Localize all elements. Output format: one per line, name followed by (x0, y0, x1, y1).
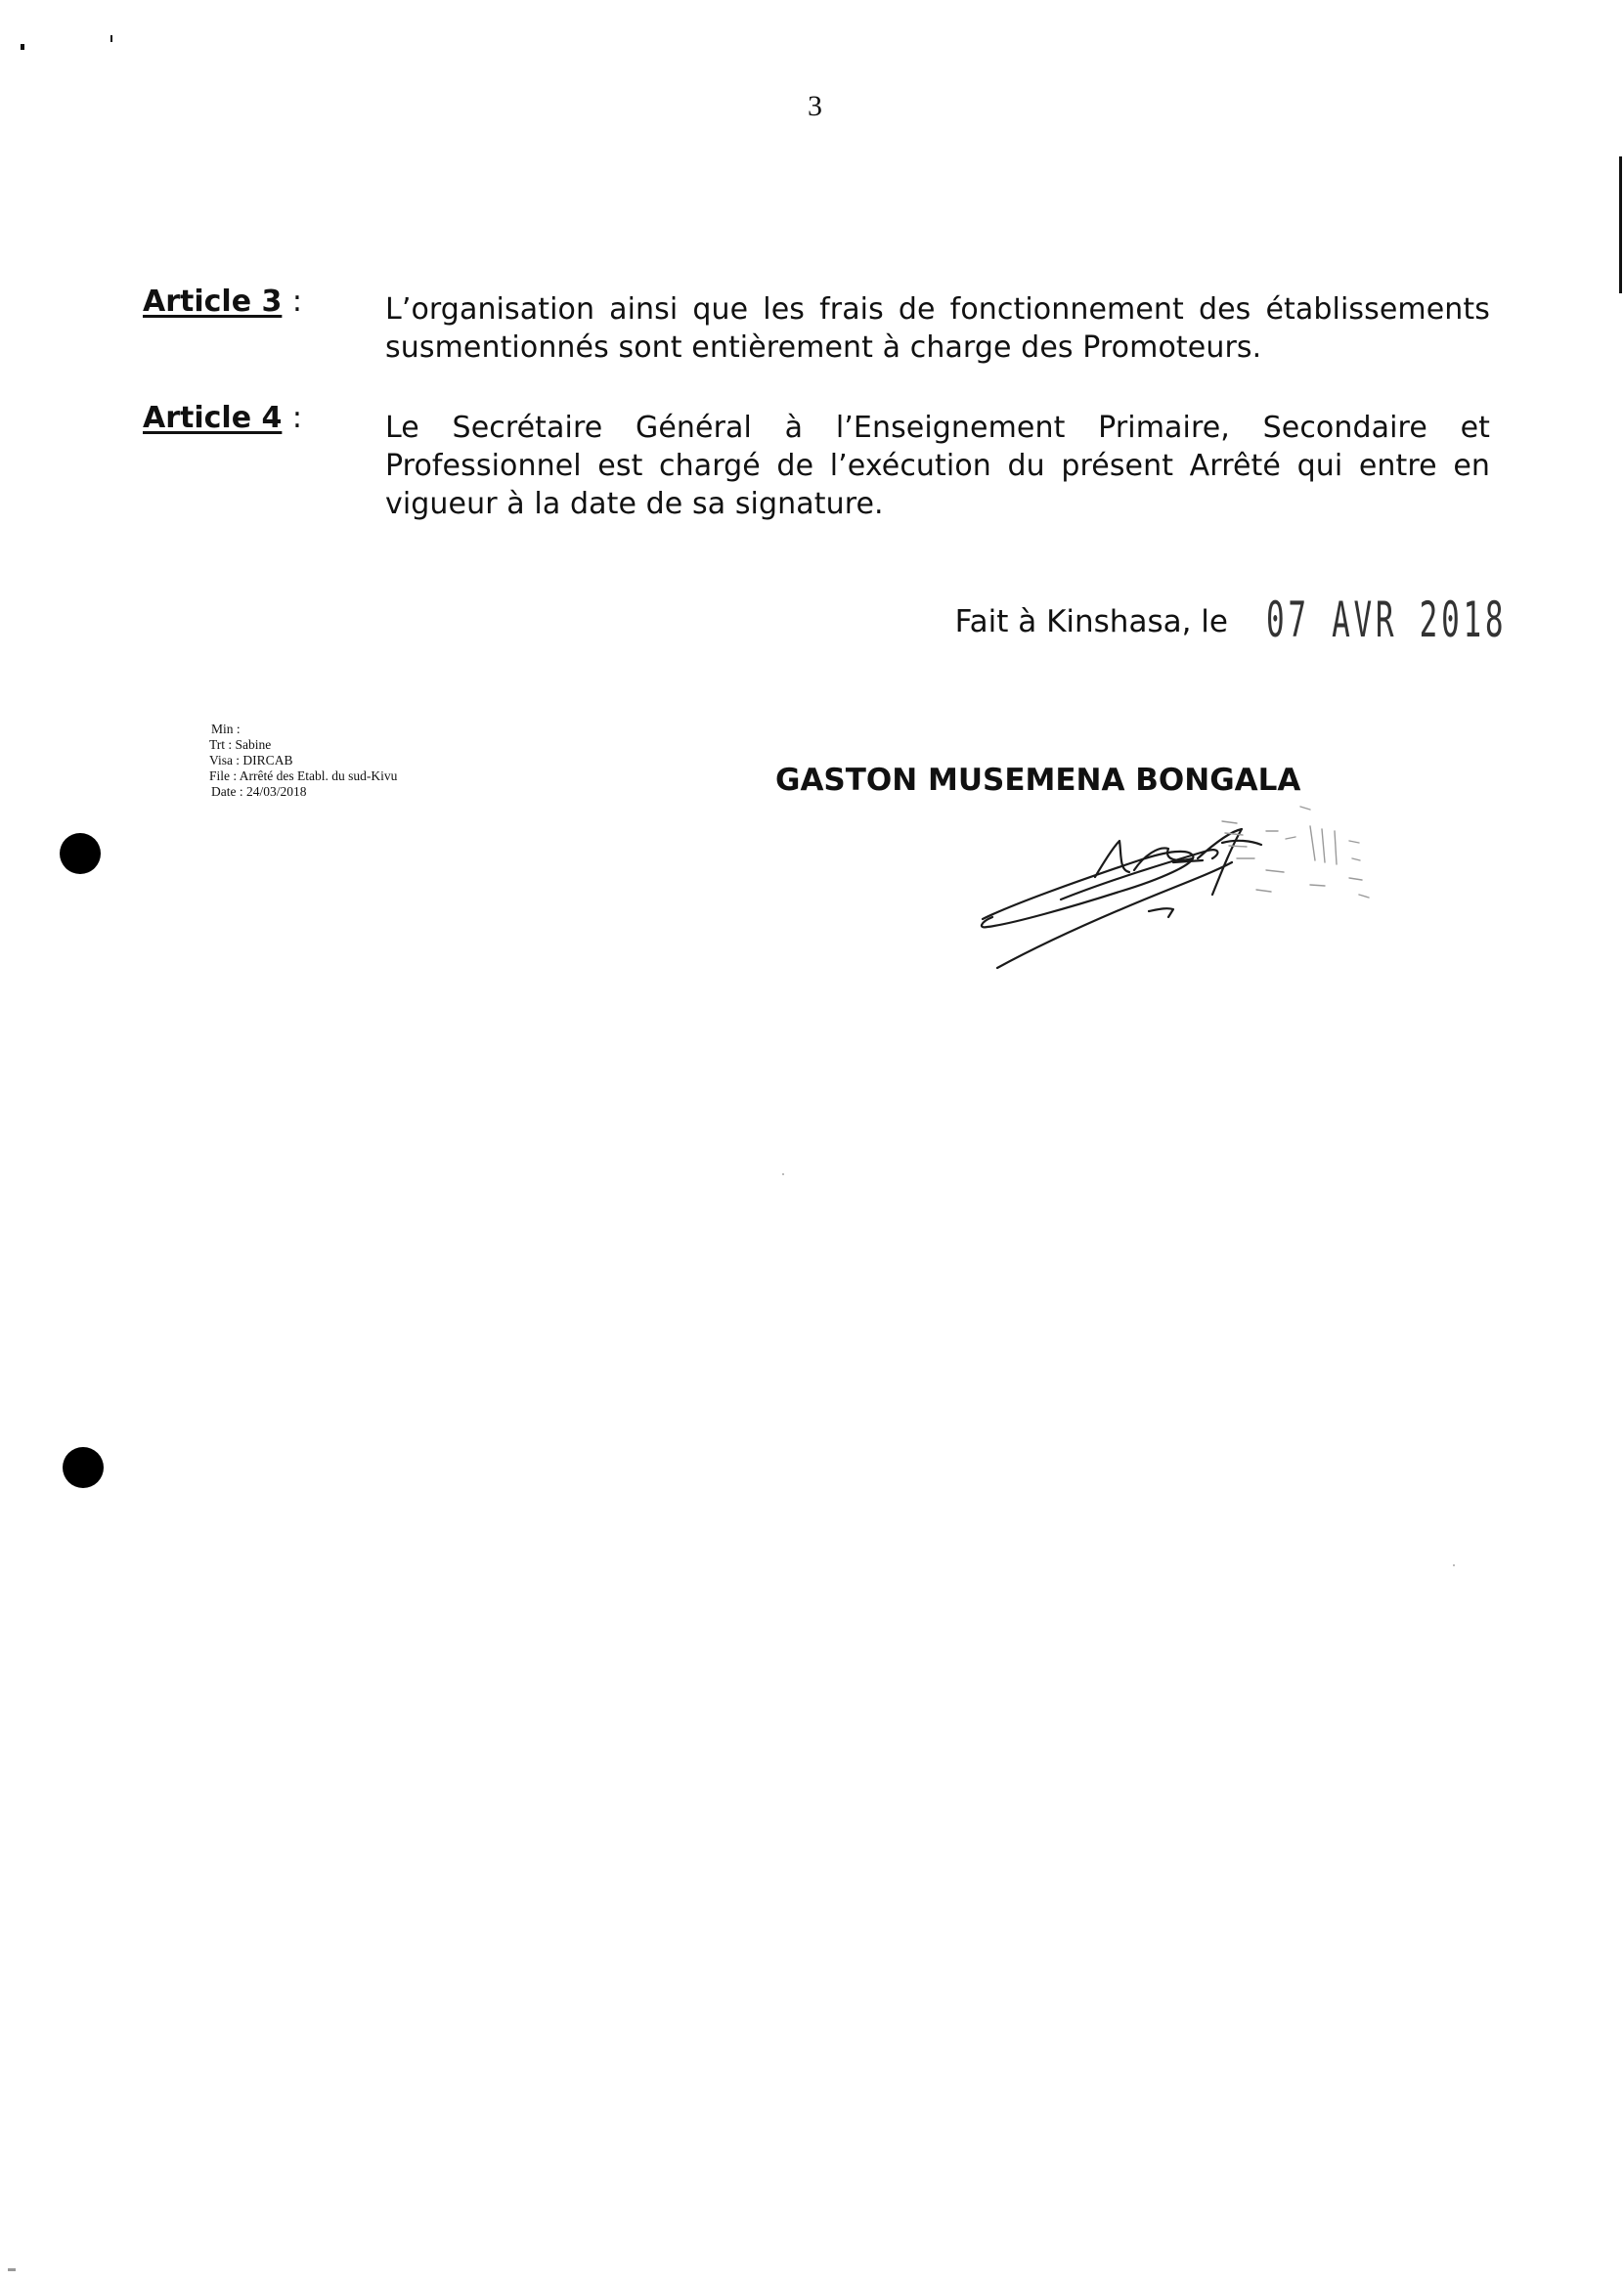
page-number: 3 (808, 90, 822, 122)
article-3-title: Article 3 (143, 285, 283, 319)
article-4-text: Le Secrétaire Général à l’Enseignement Primaire, Secondaire et Professionnel est chargé de l’exécution du présent Arrêté qui entre en vigueur à la date de sa signature. (385, 411, 1490, 521)
article-4-separator: : (291, 401, 302, 435)
article-3-separator: : (291, 285, 302, 319)
article-4-title: Article 4 (143, 401, 283, 435)
scan-speck (782, 1173, 784, 1175)
routing-file: File : Arrêté des Etabl. du sud-Kivu (209, 768, 398, 783)
routing-date: Date : 24/03/2018 (211, 784, 307, 799)
scan-speck (1453, 1564, 1455, 1566)
routing-visa: Visa : DIRCAB (209, 753, 293, 768)
handwritten-signature (973, 802, 1403, 978)
scan-speck (8, 2268, 16, 2271)
article-3-label (143, 285, 302, 319)
article-3-text: L’organisation ainsi que les frais de fonctionnement des établissements susmentionnés sont entièrement à charge des Promoteurs. (385, 292, 1490, 365)
binder-punch-hole (63, 1447, 104, 1488)
signatory-name: GASTON MUSEMENA BONGALA (775, 763, 1301, 798)
scan-speck (110, 35, 112, 42)
routing-trt: Trt : Sabine (209, 737, 272, 752)
scan-edge-line (1619, 156, 1622, 293)
scan-speck (21, 44, 24, 50)
binder-punch-hole (60, 833, 101, 874)
article-4-label (143, 401, 302, 435)
date-stamp: 07 AVR 2018 (1266, 592, 1508, 648)
routing-slip (209, 722, 397, 800)
place-of-signature: Fait à Kinshasa, le (954, 604, 1228, 639)
routing-min: Min : (211, 722, 241, 736)
